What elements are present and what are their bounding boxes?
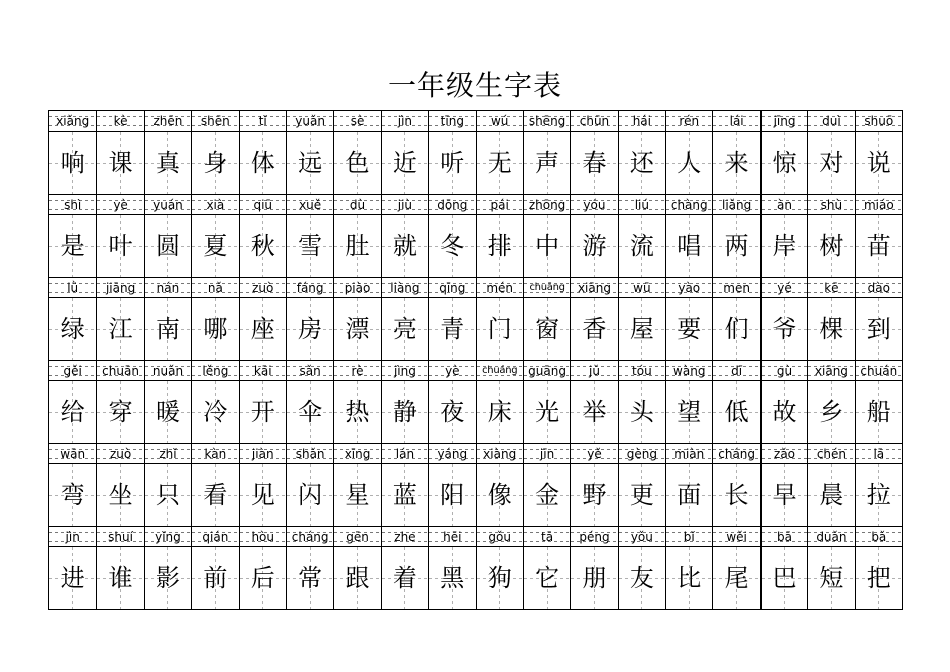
- character-table: [48, 110, 903, 610]
- pinyin-cell: zhēn: [144, 111, 191, 131]
- pinyin-cell: zhe: [381, 526, 428, 546]
- character-cell: 巴: [760, 546, 807, 609]
- character-cell: 树: [807, 214, 854, 277]
- character-cell: 影: [144, 546, 191, 609]
- pinyin-cell: shù: [807, 194, 854, 214]
- character-cell: 船: [855, 380, 902, 443]
- pinyin-cell: nán: [144, 277, 191, 297]
- character-cell: 头: [618, 380, 665, 443]
- character-cell: 还: [618, 131, 665, 194]
- pinyin-cell: dī: [712, 360, 759, 380]
- pinyin-cell: wū: [618, 277, 665, 297]
- character-cell: 香: [570, 297, 617, 360]
- character-cell: 青: [428, 297, 475, 360]
- character-cell: 雪: [286, 214, 333, 277]
- character-cell: 常: [286, 546, 333, 609]
- pinyin-cell: qián: [191, 526, 238, 546]
- character-cell: 把: [855, 546, 902, 609]
- pinyin-cell: hái: [618, 111, 665, 131]
- pinyin-cell: yě: [570, 443, 617, 463]
- pinyin-cell: dōng: [428, 194, 475, 214]
- pinyin-cell: yuǎn: [286, 111, 333, 131]
- character-cell: 是: [49, 214, 96, 277]
- pinyin-cell: miáo: [855, 194, 902, 214]
- character-cell: 漂: [333, 297, 380, 360]
- character-cell: 人: [665, 131, 712, 194]
- pinyin-cell: sǎn: [286, 360, 333, 380]
- pinyin-cell: miàn: [665, 443, 712, 463]
- pinyin-cell: gèng: [618, 443, 665, 463]
- character-cell: 故: [760, 380, 807, 443]
- pinyin-cell: shuí: [96, 526, 143, 546]
- character-cell: 近: [381, 131, 428, 194]
- pinyin-cell: rè: [333, 360, 380, 380]
- pinyin-cell: liàng: [381, 277, 428, 297]
- pinyin-cell: péng: [570, 526, 617, 546]
- character-cell: 流: [618, 214, 665, 277]
- page-title: 一年级生字表: [387, 69, 562, 102]
- character-cell: 真: [144, 131, 191, 194]
- character-cell: 见: [239, 463, 286, 526]
- character-cell: 叶: [96, 214, 143, 277]
- character-cell: 屋: [618, 297, 665, 360]
- pinyin-cell: tīng: [428, 111, 475, 131]
- pinyin-cell: lā: [855, 443, 902, 463]
- character-cell: 阳: [428, 463, 475, 526]
- character-cell: 床: [476, 380, 523, 443]
- pinyin-cell: chuáng: [476, 360, 523, 380]
- character-cell: 到: [855, 297, 902, 360]
- pinyin-cell: jìn: [381, 111, 428, 131]
- character-cell: 举: [570, 380, 617, 443]
- character-cell: 静: [381, 380, 428, 443]
- pinyin-cell: pái: [476, 194, 523, 214]
- pinyin-cell: jiāng: [96, 277, 143, 297]
- pinyin-cell: wàng: [665, 360, 712, 380]
- pinyin-cell: wān: [49, 443, 96, 463]
- pinyin-cell: jiù: [381, 194, 428, 214]
- character-cell: 进: [49, 546, 96, 609]
- pinyin-cell: tǐ: [239, 111, 286, 131]
- pinyin-cell: liú: [618, 194, 665, 214]
- character-cell: 对: [807, 131, 854, 194]
- pinyin-cell: xiāng: [807, 360, 854, 380]
- pinyin-cell: men: [712, 277, 759, 297]
- pinyin-cell: zǎo: [760, 443, 807, 463]
- pinyin-cell: nuǎn: [144, 360, 191, 380]
- pinyin-cell: jǔ: [570, 360, 617, 380]
- character-cell: 低: [712, 380, 759, 443]
- pinyin-cell: xià: [191, 194, 238, 214]
- character-cell: 课: [96, 131, 143, 194]
- character-cell: 夏: [191, 214, 238, 277]
- character-cell: 两: [712, 214, 759, 277]
- character-cell: 江: [96, 297, 143, 360]
- character-cell: 闪: [286, 463, 333, 526]
- character-cell: 春: [570, 131, 617, 194]
- character-cell: 它: [523, 546, 570, 609]
- pinyin-cell: chén: [807, 443, 854, 463]
- character-cell: 看: [191, 463, 238, 526]
- character-cell: 拉: [855, 463, 902, 526]
- character-cell: 给: [49, 380, 96, 443]
- pinyin-cell: zhǐ: [144, 443, 191, 463]
- character-cell: 就: [381, 214, 428, 277]
- pinyin-cell: yǒu: [618, 526, 665, 546]
- pinyin-cell: yè: [96, 194, 143, 214]
- pinyin-cell: yǐng: [144, 526, 191, 546]
- pinyin-cell: shǎn: [286, 443, 333, 463]
- pinyin-cell: tóu: [618, 360, 665, 380]
- pinyin-cell: xiàng: [476, 443, 523, 463]
- character-cell: 面: [665, 463, 712, 526]
- character-cell: 伞: [286, 380, 333, 443]
- pinyin-cell: kàn: [191, 443, 238, 463]
- character-cell: 绿: [49, 297, 96, 360]
- pinyin-cell: shì: [49, 194, 96, 214]
- character-cell: 远: [286, 131, 333, 194]
- character-cell: 开: [239, 380, 286, 443]
- character-cell: 星: [333, 463, 380, 526]
- pinyin-cell: guāng: [523, 360, 570, 380]
- pinyin-cell: hòu: [239, 526, 286, 546]
- character-cell: 更: [618, 463, 665, 526]
- character-cell: 爷: [760, 297, 807, 360]
- character-cell: 尾: [712, 546, 759, 609]
- pinyin-cell: lǜ: [49, 277, 96, 297]
- character-cell: 秋: [239, 214, 286, 277]
- pinyin-cell: yuán: [144, 194, 191, 214]
- character-cell: 无: [476, 131, 523, 194]
- pinyin-cell: chuān: [96, 360, 143, 380]
- pinyin-cell: shēn: [191, 111, 238, 131]
- character-cell: 哪: [191, 297, 238, 360]
- pinyin-cell: sè: [333, 111, 380, 131]
- pinyin-cell: chuán: [855, 360, 902, 380]
- character-cell: 们: [712, 297, 759, 360]
- pinyin-cell: jìn: [49, 526, 96, 546]
- pinyin-cell: cháng: [286, 526, 333, 546]
- character-cell: 冷: [191, 380, 238, 443]
- pinyin-cell: shēng: [523, 111, 570, 131]
- pinyin-cell: tā: [523, 526, 570, 546]
- pinyin-cell: piào: [333, 277, 380, 297]
- character-cell: 说: [855, 131, 902, 194]
- pinyin-cell: zuò: [239, 277, 286, 297]
- character-cell: 门: [476, 297, 523, 360]
- character-cell: 体: [239, 131, 286, 194]
- character-cell: 像: [476, 463, 523, 526]
- pinyin-cell: qīng: [428, 277, 475, 297]
- character-cell: 棵: [807, 297, 854, 360]
- pinyin-cell: fáng: [286, 277, 333, 297]
- pinyin-cell: jīng: [760, 111, 807, 131]
- pinyin-cell: kē: [807, 277, 854, 297]
- character-cell: 比: [665, 546, 712, 609]
- pinyin-cell: chàng: [665, 194, 712, 214]
- pinyin-cell: gēn: [333, 526, 380, 546]
- character-cell: 惊: [760, 131, 807, 194]
- character-cell: 黑: [428, 546, 475, 609]
- pinyin-cell: shuō: [855, 111, 902, 131]
- pinyin-cell: dào: [855, 277, 902, 297]
- pinyin-cell: hēi: [428, 526, 475, 546]
- pinyin-cell: cháng: [712, 443, 759, 463]
- pinyin-cell: bǐ: [665, 526, 712, 546]
- pinyin-cell: yáng: [428, 443, 475, 463]
- character-cell: 热: [333, 380, 380, 443]
- pinyin-cell: jiàn: [239, 443, 286, 463]
- pinyin-cell: yé: [760, 277, 807, 297]
- character-cell: 来: [712, 131, 759, 194]
- pinyin-cell: yóu: [570, 194, 617, 214]
- pinyin-cell: nǎ: [191, 277, 238, 297]
- character-cell: 友: [618, 546, 665, 609]
- character-cell: 乡: [807, 380, 854, 443]
- character-cell: 房: [286, 297, 333, 360]
- character-cell: 中: [523, 214, 570, 277]
- character-cell: 游: [570, 214, 617, 277]
- character-cell: 晨: [807, 463, 854, 526]
- character-cell: 声: [523, 131, 570, 194]
- character-cell: 岸: [760, 214, 807, 277]
- character-cell: 前: [191, 546, 238, 609]
- pinyin-cell: jīn: [523, 443, 570, 463]
- character-cell: 跟: [333, 546, 380, 609]
- pinyin-cell: lěng: [191, 360, 238, 380]
- character-cell: 野: [570, 463, 617, 526]
- pinyin-cell: xīng: [333, 443, 380, 463]
- pinyin-cell: bǎ: [855, 526, 902, 546]
- character-cell: 穿: [96, 380, 143, 443]
- character-cell: 窗: [523, 297, 570, 360]
- pinyin-cell: lái: [712, 111, 759, 131]
- pinyin-cell: zuò: [96, 443, 143, 463]
- character-cell: 冬: [428, 214, 475, 277]
- character-cell: 光: [523, 380, 570, 443]
- pinyin-cell: gǒu: [476, 526, 523, 546]
- pinyin-cell: wěi: [712, 526, 759, 546]
- character-cell: 狗: [476, 546, 523, 609]
- character-cell: 身: [191, 131, 238, 194]
- character-cell: 苗: [855, 214, 902, 277]
- character-cell: 长: [712, 463, 759, 526]
- pinyin-cell: xiǎng: [49, 111, 96, 131]
- character-cell: 望: [665, 380, 712, 443]
- pinyin-cell: jìng: [381, 360, 428, 380]
- pinyin-cell: liǎng: [712, 194, 759, 214]
- character-cell: 南: [144, 297, 191, 360]
- pinyin-cell: mén: [476, 277, 523, 297]
- pinyin-cell: yè: [428, 360, 475, 380]
- character-cell: 朋: [570, 546, 617, 609]
- pinyin-cell: zhōng: [523, 194, 570, 214]
- pinyin-cell: gěi: [49, 360, 96, 380]
- character-cell: 圆: [144, 214, 191, 277]
- pinyin-cell: qiū: [239, 194, 286, 214]
- character-cell: 坐: [96, 463, 143, 526]
- character-cell: 夜: [428, 380, 475, 443]
- character-cell: 亮: [381, 297, 428, 360]
- pinyin-cell: duì: [807, 111, 854, 131]
- pinyin-cell: wú: [476, 111, 523, 131]
- pinyin-cell: dù: [333, 194, 380, 214]
- pinyin-cell: chūn: [570, 111, 617, 131]
- character-cell: 座: [239, 297, 286, 360]
- character-cell: 暖: [144, 380, 191, 443]
- character-cell: 色: [333, 131, 380, 194]
- pinyin-cell: bā: [760, 526, 807, 546]
- pinyin-cell: lán: [381, 443, 428, 463]
- pinyin-cell: xiāng: [570, 277, 617, 297]
- pinyin-cell: kè: [96, 111, 143, 131]
- character-cell: 着: [381, 546, 428, 609]
- character-cell: 响: [49, 131, 96, 194]
- character-cell: 唱: [665, 214, 712, 277]
- character-cell: 后: [239, 546, 286, 609]
- character-cell: 早: [760, 463, 807, 526]
- pinyin-cell: yào: [665, 277, 712, 297]
- pinyin-cell: duǎn: [807, 526, 854, 546]
- pinyin-cell: àn: [760, 194, 807, 214]
- character-cell: 谁: [96, 546, 143, 609]
- character-cell: 肚: [333, 214, 380, 277]
- character-cell: 听: [428, 131, 475, 194]
- character-cell: 短: [807, 546, 854, 609]
- character-cell: 排: [476, 214, 523, 277]
- pinyin-cell: kāi: [239, 360, 286, 380]
- pinyin-cell: xuě: [286, 194, 333, 214]
- pinyin-cell: gù: [760, 360, 807, 380]
- character-cell: 蓝: [381, 463, 428, 526]
- pinyin-cell: rén: [665, 111, 712, 131]
- character-cell: 弯: [49, 463, 96, 526]
- character-cell: 只: [144, 463, 191, 526]
- character-cell: 要: [665, 297, 712, 360]
- pinyin-cell: chuāng: [523, 277, 570, 297]
- character-cell: 金: [523, 463, 570, 526]
